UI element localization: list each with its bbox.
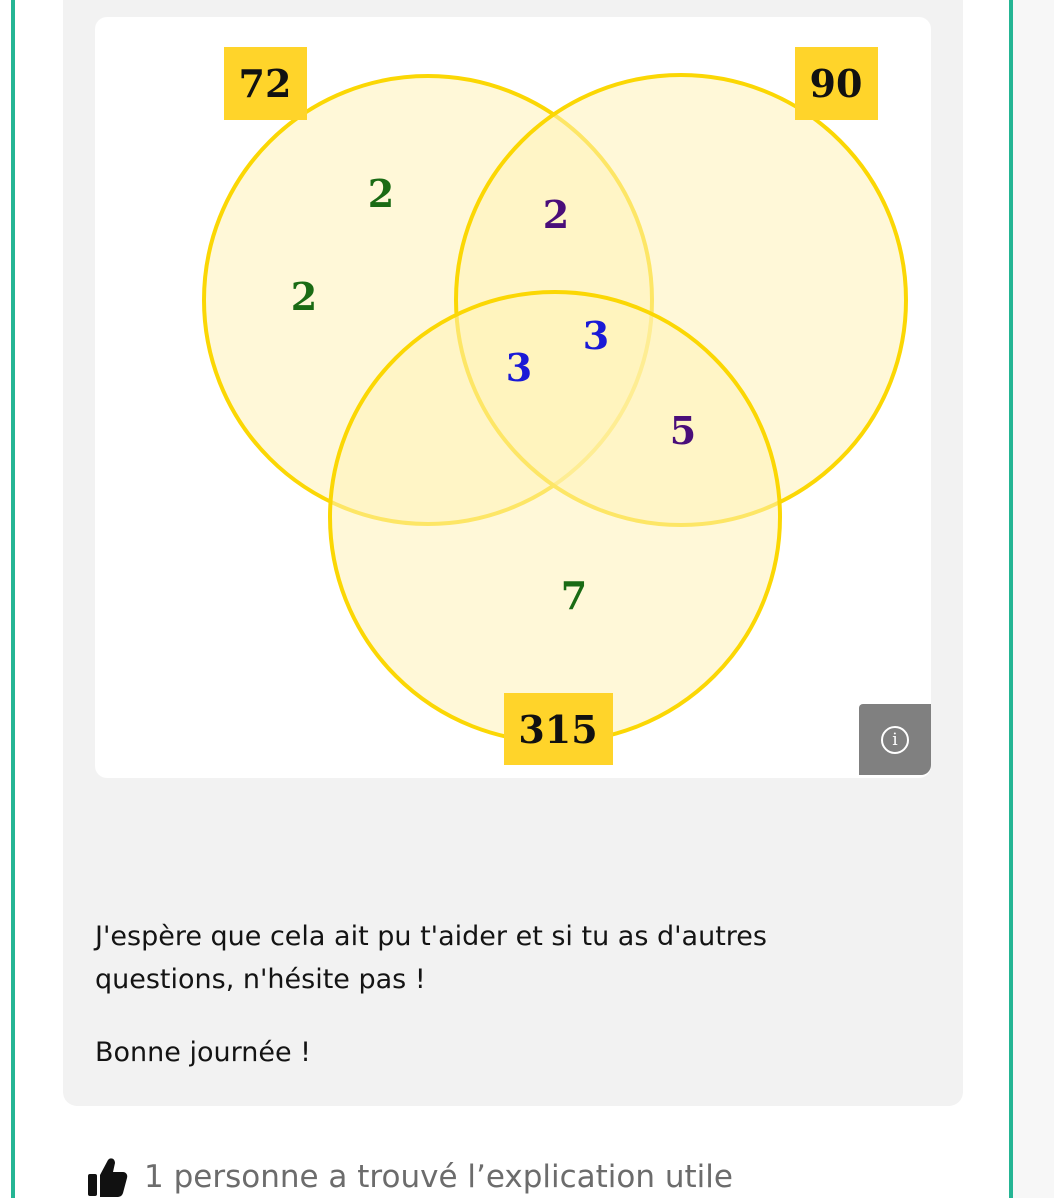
venn-diagram (95, 17, 931, 778)
image-info-button[interactable] (859, 704, 931, 775)
answer-closing: Bonne journée ! (95, 1037, 311, 1068)
region-value: 2 (542, 192, 570, 237)
venn-circles (204, 75, 906, 742)
helpful-feedback (86, 1150, 733, 1198)
info-circle-icon: i (881, 726, 909, 754)
helpful-count-text: 1 personne a trouvé l’explication utile (144, 1159, 733, 1195)
region-value: 3 (505, 345, 533, 390)
region-value: 3 (582, 313, 610, 358)
set-label-315: 315 (518, 707, 598, 752)
page-gutter (1013, 0, 1054, 1198)
set-label-72: 72 (238, 61, 292, 106)
circle-315 (330, 292, 780, 742)
region-value: 2 (290, 274, 318, 319)
card-border-left (11, 0, 15, 1198)
region-value: 7 (560, 573, 588, 618)
region-value: 2 (367, 171, 395, 216)
answer-paragraph: J'espère que cela ait pu t'aider et si tu as d'autres questions, n'hésite pas ! (95, 921, 767, 995)
set-label-90: 90 (809, 61, 863, 106)
thumbs-up-icon[interactable] (86, 1156, 128, 1198)
venn-diagram-figure (95, 17, 931, 778)
region-value: 5 (669, 408, 697, 453)
